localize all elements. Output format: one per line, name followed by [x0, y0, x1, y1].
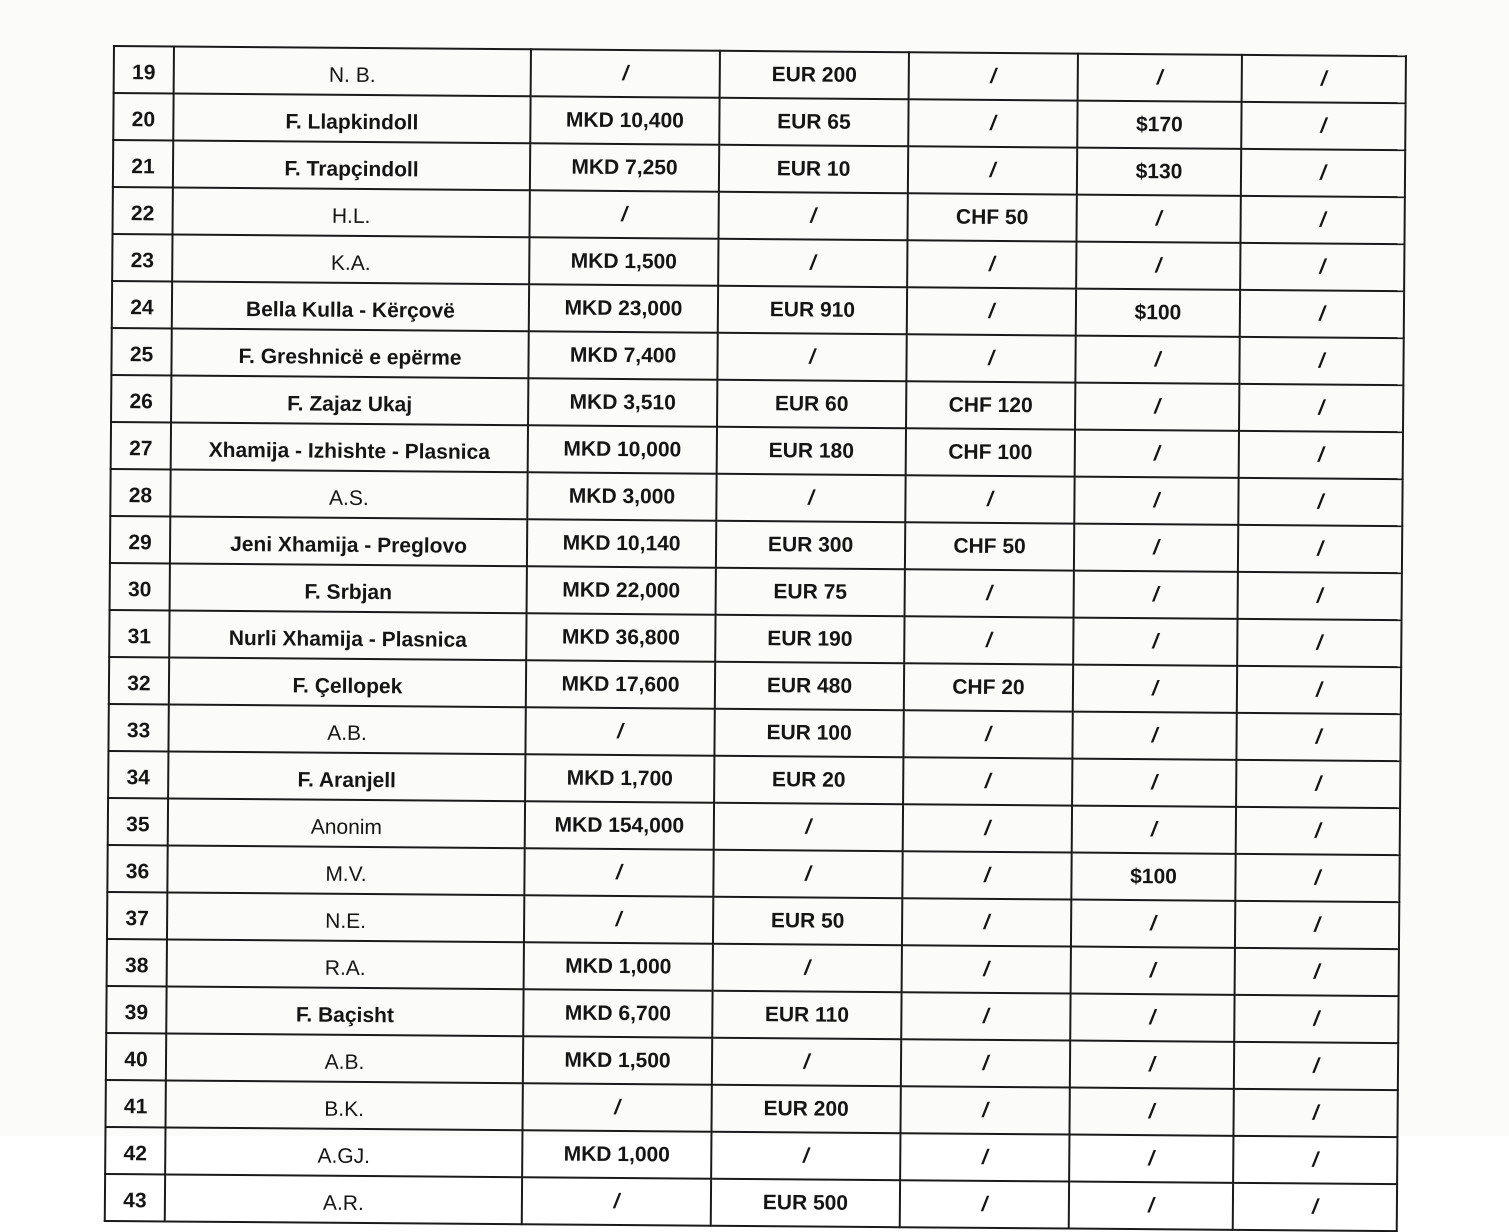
eur-amount-cell: / — [713, 944, 902, 992]
mkd-amount-cell: MKD 23,000 — [529, 284, 718, 332]
mkd-amount-cell: / — [522, 1083, 711, 1131]
mkd-amount-cell: MKD 10,140 — [527, 519, 716, 567]
eur-amount-cell: / — [714, 803, 903, 851]
row-number-cell: 28 — [110, 469, 170, 516]
chf-amount-cell: / — [902, 898, 1071, 946]
row-number-cell: 21 — [113, 140, 173, 187]
other-amount-cell: / — [1241, 149, 1405, 197]
other-amount-cell: / — [1239, 384, 1403, 432]
donor-name-cell: F. Zajaz Ukaj — [171, 375, 528, 425]
other-amount-cell: / — [1240, 243, 1404, 291]
usd-amount-cell: / — [1071, 900, 1235, 948]
chf-amount-cell: / — [903, 710, 1072, 758]
usd-amount-cell: / — [1073, 665, 1237, 713]
row-number-cell: 32 — [109, 657, 169, 704]
chf-amount-cell: / — [909, 52, 1078, 100]
usd-amount-cell: / — [1069, 1182, 1233, 1230]
table-row — [105, 1174, 1397, 1231]
eur-amount-cell: / — [712, 1038, 901, 1086]
usd-amount-cell: / — [1069, 1088, 1233, 1136]
row-number-cell: 29 — [110, 516, 170, 563]
eur-amount-cell: EUR 200 — [720, 51, 909, 99]
mkd-amount-cell: MKD 36,800 — [526, 613, 715, 661]
donations-table — [104, 45, 1407, 1232]
row-number-cell: 41 — [106, 1080, 166, 1127]
other-amount-cell: / — [1236, 760, 1400, 808]
chf-amount-cell: CHF 100 — [906, 428, 1075, 476]
donor-name-cell: F. Aranjell — [168, 751, 525, 801]
chf-amount-cell: CHF 50 — [905, 522, 1074, 570]
other-amount-cell: / — [1235, 901, 1399, 949]
eur-amount-cell: / — [718, 239, 907, 287]
other-amount-cell: / — [1236, 713, 1400, 761]
donor-name-cell: N. B. — [174, 46, 531, 96]
row-number-cell: 34 — [108, 751, 168, 798]
other-amount-cell: / — [1242, 55, 1406, 103]
row-number-cell: 25 — [111, 328, 171, 375]
donations-table-wrap — [104, 45, 1405, 1232]
mkd-amount-cell: MKD 7,250 — [530, 143, 719, 191]
other-amount-cell: / — [1235, 948, 1399, 996]
mkd-amount-cell: / — [522, 1177, 711, 1225]
row-number-cell: 42 — [105, 1127, 165, 1174]
mkd-amount-cell: MKD 3,000 — [527, 472, 716, 520]
mkd-amount-cell: MKD 154,000 — [525, 801, 714, 849]
eur-amount-cell: EUR 500 — [711, 1179, 900, 1227]
donor-name-cell: A.B. — [166, 1033, 523, 1083]
row-number-cell: 26 — [111, 375, 171, 422]
eur-amount-cell: EUR 20 — [714, 756, 903, 804]
eur-amount-cell: / — [716, 474, 905, 522]
mkd-amount-cell: MKD 1,700 — [525, 754, 714, 802]
chf-amount-cell: / — [907, 287, 1076, 335]
row-number-cell: 37 — [107, 892, 167, 939]
chf-amount-cell: / — [901, 1039, 1070, 1087]
eur-amount-cell: EUR 180 — [717, 427, 906, 475]
donor-name-cell: Bella Kulla - Kërçovë — [172, 281, 529, 331]
other-amount-cell: / — [1239, 431, 1403, 479]
donor-name-cell: F. Trapçindoll — [173, 140, 530, 190]
other-amount-cell: / — [1241, 102, 1405, 150]
chf-amount-cell: / — [906, 334, 1075, 382]
row-number-cell: 36 — [107, 845, 167, 892]
eur-amount-cell: / — [718, 192, 907, 240]
usd-amount-cell: / — [1071, 947, 1235, 995]
other-amount-cell: / — [1238, 572, 1402, 620]
other-amount-cell: / — [1240, 290, 1404, 338]
mkd-amount-cell: MKD 22,000 — [527, 566, 716, 614]
chf-amount-cell: / — [902, 945, 1071, 993]
other-amount-cell: / — [1233, 1136, 1397, 1184]
other-amount-cell: / — [1240, 196, 1404, 244]
mkd-amount-cell: MKD 7,400 — [528, 331, 717, 379]
other-amount-cell: / — [1237, 619, 1401, 667]
other-amount-cell: / — [1238, 525, 1402, 573]
usd-amount-cell: / — [1070, 1041, 1234, 1089]
chf-amount-cell: / — [908, 146, 1077, 194]
donor-name-cell: F. Srbjan — [170, 563, 527, 613]
mkd-amount-cell: MKD 1,000 — [522, 1130, 711, 1178]
usd-amount-cell: $130 — [1077, 148, 1241, 196]
usd-amount-cell: / — [1076, 242, 1240, 290]
chf-amount-cell: CHF 20 — [904, 663, 1073, 711]
other-amount-cell: / — [1235, 854, 1399, 902]
donor-name-cell: R.A. — [167, 939, 524, 989]
eur-amount-cell: / — [713, 850, 902, 898]
row-number-cell: 35 — [108, 798, 168, 845]
row-number-cell: 40 — [106, 1033, 166, 1080]
chf-amount-cell: / — [904, 616, 1073, 664]
row-number-cell: 22 — [113, 187, 173, 234]
chf-amount-cell: / — [907, 240, 1076, 288]
donor-name-cell: Jeni Xhamija - Preglovo — [170, 516, 527, 566]
chf-amount-cell: / — [905, 475, 1074, 523]
eur-amount-cell: EUR 10 — [719, 145, 908, 193]
row-number-cell: 43 — [105, 1174, 165, 1221]
donor-name-cell: N.E. — [167, 892, 524, 942]
usd-amount-cell: / — [1075, 430, 1239, 478]
donor-name-cell: M.V. — [167, 845, 524, 895]
chf-amount-cell: CHF 120 — [906, 381, 1075, 429]
donations-table-body — [105, 46, 1406, 1231]
mkd-amount-cell: MKD 1,500 — [529, 237, 718, 285]
other-amount-cell: / — [1236, 807, 1400, 855]
chf-amount-cell: / — [903, 757, 1072, 805]
chf-amount-cell: / — [900, 1180, 1069, 1228]
eur-amount-cell: EUR 480 — [715, 662, 904, 710]
eur-amount-cell: EUR 110 — [712, 991, 901, 1039]
donor-name-cell: K.A. — [172, 234, 529, 284]
eur-amount-cell: EUR 300 — [716, 521, 905, 569]
donor-name-cell: F. Llapkindoll — [173, 93, 530, 143]
usd-amount-cell: / — [1073, 618, 1237, 666]
other-amount-cell: / — [1233, 1183, 1397, 1231]
mkd-amount-cell: MKD 6,700 — [523, 989, 712, 1037]
donor-name-cell: F. Baçisht — [166, 986, 523, 1036]
usd-amount-cell: $100 — [1076, 289, 1240, 337]
eur-amount-cell: EUR 50 — [713, 897, 902, 945]
other-amount-cell: / — [1233, 1089, 1397, 1137]
usd-amount-cell: / — [1072, 759, 1236, 807]
donor-name-cell: Nurli Xhamija - Plasnica — [169, 610, 526, 660]
usd-amount-cell: / — [1072, 806, 1236, 854]
mkd-amount-cell: MKD 1,500 — [523, 1036, 712, 1084]
usd-amount-cell: / — [1069, 1135, 1233, 1183]
eur-amount-cell: EUR 75 — [716, 568, 905, 616]
usd-amount-cell: / — [1070, 994, 1234, 1042]
chf-amount-cell: CHF 50 — [907, 193, 1076, 241]
usd-amount-cell: / — [1075, 383, 1239, 431]
usd-amount-cell: / — [1074, 477, 1238, 525]
row-number-cell: 23 — [112, 234, 172, 281]
eur-amount-cell: EUR 200 — [711, 1085, 900, 1133]
donor-name-cell: A.S. — [170, 469, 527, 519]
donor-name-cell: A.GJ. — [165, 1127, 522, 1177]
mkd-amount-cell: MKD 1,000 — [524, 942, 713, 990]
usd-amount-cell: / — [1074, 524, 1238, 572]
row-number-cell: 39 — [106, 986, 166, 1033]
usd-amount-cell: / — [1072, 712, 1236, 760]
eur-amount-cell: EUR 65 — [719, 98, 908, 146]
row-number-cell: 33 — [108, 704, 168, 751]
chf-amount-cell: / — [905, 569, 1074, 617]
mkd-amount-cell: / — [524, 848, 713, 896]
eur-amount-cell: / — [717, 333, 906, 381]
eur-amount-cell: / — [711, 1132, 900, 1180]
chf-amount-cell: / — [900, 1086, 1069, 1134]
chf-amount-cell: / — [900, 1133, 1069, 1181]
mkd-amount-cell: MKD 17,600 — [526, 660, 715, 708]
usd-amount-cell: $100 — [1071, 853, 1235, 901]
eur-amount-cell: EUR 910 — [718, 286, 907, 334]
mkd-amount-cell: MKD 10,000 — [528, 425, 717, 473]
eur-amount-cell: EUR 60 — [717, 380, 906, 428]
other-amount-cell: / — [1238, 478, 1402, 526]
chf-amount-cell: / — [901, 992, 1070, 1040]
chf-amount-cell: / — [903, 804, 1072, 852]
donor-name-cell: F. Greshnicë e epërme — [171, 328, 528, 378]
donor-name-cell: H.L. — [173, 187, 530, 237]
mkd-amount-cell: MKD 10,400 — [530, 96, 719, 144]
donor-name-cell: B.K. — [166, 1080, 523, 1130]
usd-amount-cell: $170 — [1077, 101, 1241, 149]
row-number-cell: 20 — [113, 93, 173, 140]
mkd-amount-cell: / — [530, 190, 719, 238]
other-amount-cell: / — [1239, 337, 1403, 385]
chf-amount-cell: / — [908, 99, 1077, 147]
chf-amount-cell: / — [902, 851, 1071, 899]
row-number-cell: 31 — [109, 610, 169, 657]
mkd-amount-cell: / — [531, 49, 720, 97]
other-amount-cell: / — [1237, 666, 1401, 714]
row-number-cell: 24 — [112, 281, 172, 328]
usd-amount-cell: / — [1078, 54, 1242, 102]
other-amount-cell: / — [1234, 995, 1398, 1043]
row-number-cell: 19 — [114, 46, 174, 93]
mkd-amount-cell: MKD 3,510 — [528, 378, 717, 426]
row-number-cell: 30 — [110, 563, 170, 610]
row-number-cell: 27 — [111, 422, 171, 469]
other-amount-cell: / — [1234, 1042, 1398, 1090]
donor-name-cell: Anonim — [168, 798, 525, 848]
mkd-amount-cell: / — [525, 707, 714, 755]
eur-amount-cell: EUR 190 — [715, 615, 904, 663]
donor-name-cell: A.R. — [165, 1174, 522, 1224]
row-number-cell: 38 — [107, 939, 167, 986]
mkd-amount-cell: / — [524, 895, 713, 943]
usd-amount-cell: / — [1075, 336, 1239, 384]
usd-amount-cell: / — [1076, 195, 1240, 243]
eur-amount-cell: EUR 100 — [714, 709, 903, 757]
donor-name-cell: F. Çellopek — [169, 657, 526, 707]
donor-name-cell: Xhamija - Izhishte - Plasnica — [171, 422, 528, 472]
donor-name-cell: A.B. — [168, 704, 525, 754]
usd-amount-cell: / — [1074, 571, 1238, 619]
